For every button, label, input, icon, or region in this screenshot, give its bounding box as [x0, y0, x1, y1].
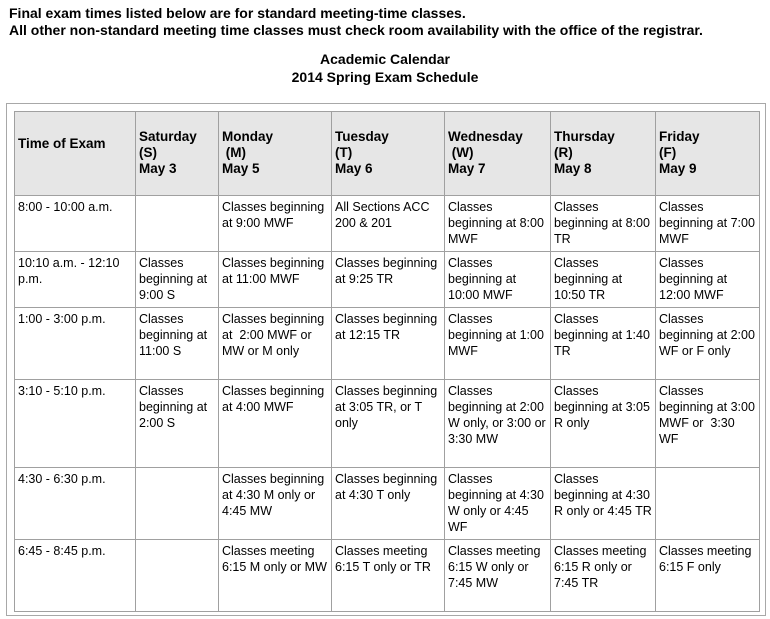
calendar-subtitle: 2014 Spring Exam Schedule	[291, 69, 479, 85]
intro-notice	[9, 5, 703, 39]
schedule-cell: Classes beginning at 4:00 MWF	[219, 380, 332, 468]
exam-time-cell: 8:00 - 10:00 a.m.	[15, 196, 136, 252]
intro-line-2: All other non-standard meeting time classes must check room availability with the office of the registrar.	[9, 22, 703, 38]
schedule-cell: Classes beginning at 2:00 MWF or MW or M only	[219, 308, 332, 380]
time-of-exam-header: Time of Exam	[15, 112, 136, 196]
schedule-cell: Classes beginning at 1:40 TR	[551, 308, 656, 380]
day-code: (W)	[448, 145, 474, 160]
exam-time-cell: 4:30 - 6:30 p.m.	[15, 468, 136, 540]
schedule-cell: Classes beginning at 9:00 MWF	[219, 196, 332, 252]
schedule-cell: Classes meeting 6:15 T only or TR	[332, 540, 445, 612]
day-code: (T)	[335, 145, 353, 160]
intro-line-1: Final exam times listed below are for standard meeting-time classes.	[9, 5, 466, 21]
header-row	[15, 112, 760, 196]
day-name: Monday	[222, 129, 274, 144]
schedule-frame	[6, 103, 766, 616]
exam-time-cell: 6:45 - 8:45 p.m.	[15, 540, 136, 612]
day-header-friday	[656, 112, 760, 196]
schedule-cell: Classes beginning at 2:00 WF or F only	[656, 308, 760, 380]
day-code: (M)	[222, 145, 246, 160]
schedule-cell: Classes beginning at 11:00 S	[136, 308, 219, 380]
schedule-cell: Classes beginning at 8:00 TR	[551, 196, 656, 252]
schedule-cell: Classes beginning at 4:30 T only	[332, 468, 445, 540]
day-name: Friday	[659, 129, 700, 144]
schedule-cell: Classes meeting 6:15 F only	[656, 540, 760, 612]
day-code: (S)	[139, 145, 157, 160]
day-name: Wednesday	[448, 129, 523, 144]
calendar-title: Academic Calendar	[320, 51, 450, 67]
schedule-cell: Classes beginning at 3:00 MWF or 3:30 WF	[656, 380, 760, 468]
table-row	[15, 308, 760, 380]
schedule-cell: Classes meeting 6:15 R only or 7:45 TR	[551, 540, 656, 612]
schedule-cell	[136, 468, 219, 540]
day-header-tuesday	[332, 112, 445, 196]
exam-time-cell: 10:10 a.m. - 12:10 p.m.	[15, 252, 136, 308]
schedule-cell: Classes beginning at 12:00 MWF	[656, 252, 760, 308]
day-date: May 9	[659, 161, 697, 176]
table-row	[15, 380, 760, 468]
table-row	[15, 540, 760, 612]
exam-schedule-table	[14, 111, 760, 612]
schedule-cell: Classes beginning at 10:50 TR	[551, 252, 656, 308]
schedule-cell: Classes beginning at 4:30 R only or 4:45 TR	[551, 468, 656, 540]
day-code: (F)	[659, 145, 677, 160]
schedule-cell: Classes beginning at 7:00 MWF	[656, 196, 760, 252]
schedule-cell: Classes beginning at 8:00 MWF	[445, 196, 551, 252]
schedule-cell	[136, 196, 219, 252]
schedule-cell: Classes beginning at 9:25 TR	[332, 252, 445, 308]
schedule-cell: Classes beginning at 4:30 M only or 4:45 MW	[219, 468, 332, 540]
schedule-cell: Classes meeting 6:15 M only or MW	[219, 540, 332, 612]
schedule-cell: Classes beginning at 9:00 S	[136, 252, 219, 308]
day-date: May 8	[554, 161, 592, 176]
day-name: Thursday	[554, 129, 615, 144]
day-header-wednesday	[445, 112, 551, 196]
schedule-cell: Classes beginning at 11:00 MWF	[219, 252, 332, 308]
schedule-cell: Classes beginning at 12:15 TR	[332, 308, 445, 380]
table-row	[15, 252, 760, 308]
schedule-cell: Classes meeting 6:15 W only or 7:45 MW	[445, 540, 551, 612]
schedule-cell: Classes beginning at 3:05 R only	[551, 380, 656, 468]
schedule-cell: Classes beginning at 2:00 W only, or 3:00 or 3:30 MW	[445, 380, 551, 468]
exam-time-cell: 3:10 - 5:10 p.m.	[15, 380, 136, 468]
table-row	[15, 196, 760, 252]
schedule-cell: Classes beginning at 3:05 TR, or T only	[332, 380, 445, 468]
schedule-cell: Classes beginning at 10:00 MWF	[445, 252, 551, 308]
calendar-heading	[0, 50, 770, 86]
day-date: May 3	[139, 161, 177, 176]
day-name: Saturday	[139, 129, 197, 144]
schedule-cell: Classes beginning at 4:30 W only or 4:45 WF	[445, 468, 551, 540]
table-row	[15, 468, 760, 540]
schedule-cell: All Sections ACC 200 & 201	[332, 196, 445, 252]
schedule-cell: Classes beginning at 1:00 MWF	[445, 308, 551, 380]
day-name: Tuesday	[335, 129, 389, 144]
schedule-cell: Classes beginning at 2:00 S	[136, 380, 219, 468]
schedule-cell	[136, 540, 219, 612]
day-header-monday	[219, 112, 332, 196]
day-date: May 5	[222, 161, 260, 176]
exam-time-cell: 1:00 - 3:00 p.m.	[15, 308, 136, 380]
schedule-cell	[656, 468, 760, 540]
day-date: May 7	[448, 161, 486, 176]
day-header-thursday	[551, 112, 656, 196]
day-header-saturday	[136, 112, 219, 196]
day-code: (R)	[554, 145, 573, 160]
day-date: May 6	[335, 161, 373, 176]
